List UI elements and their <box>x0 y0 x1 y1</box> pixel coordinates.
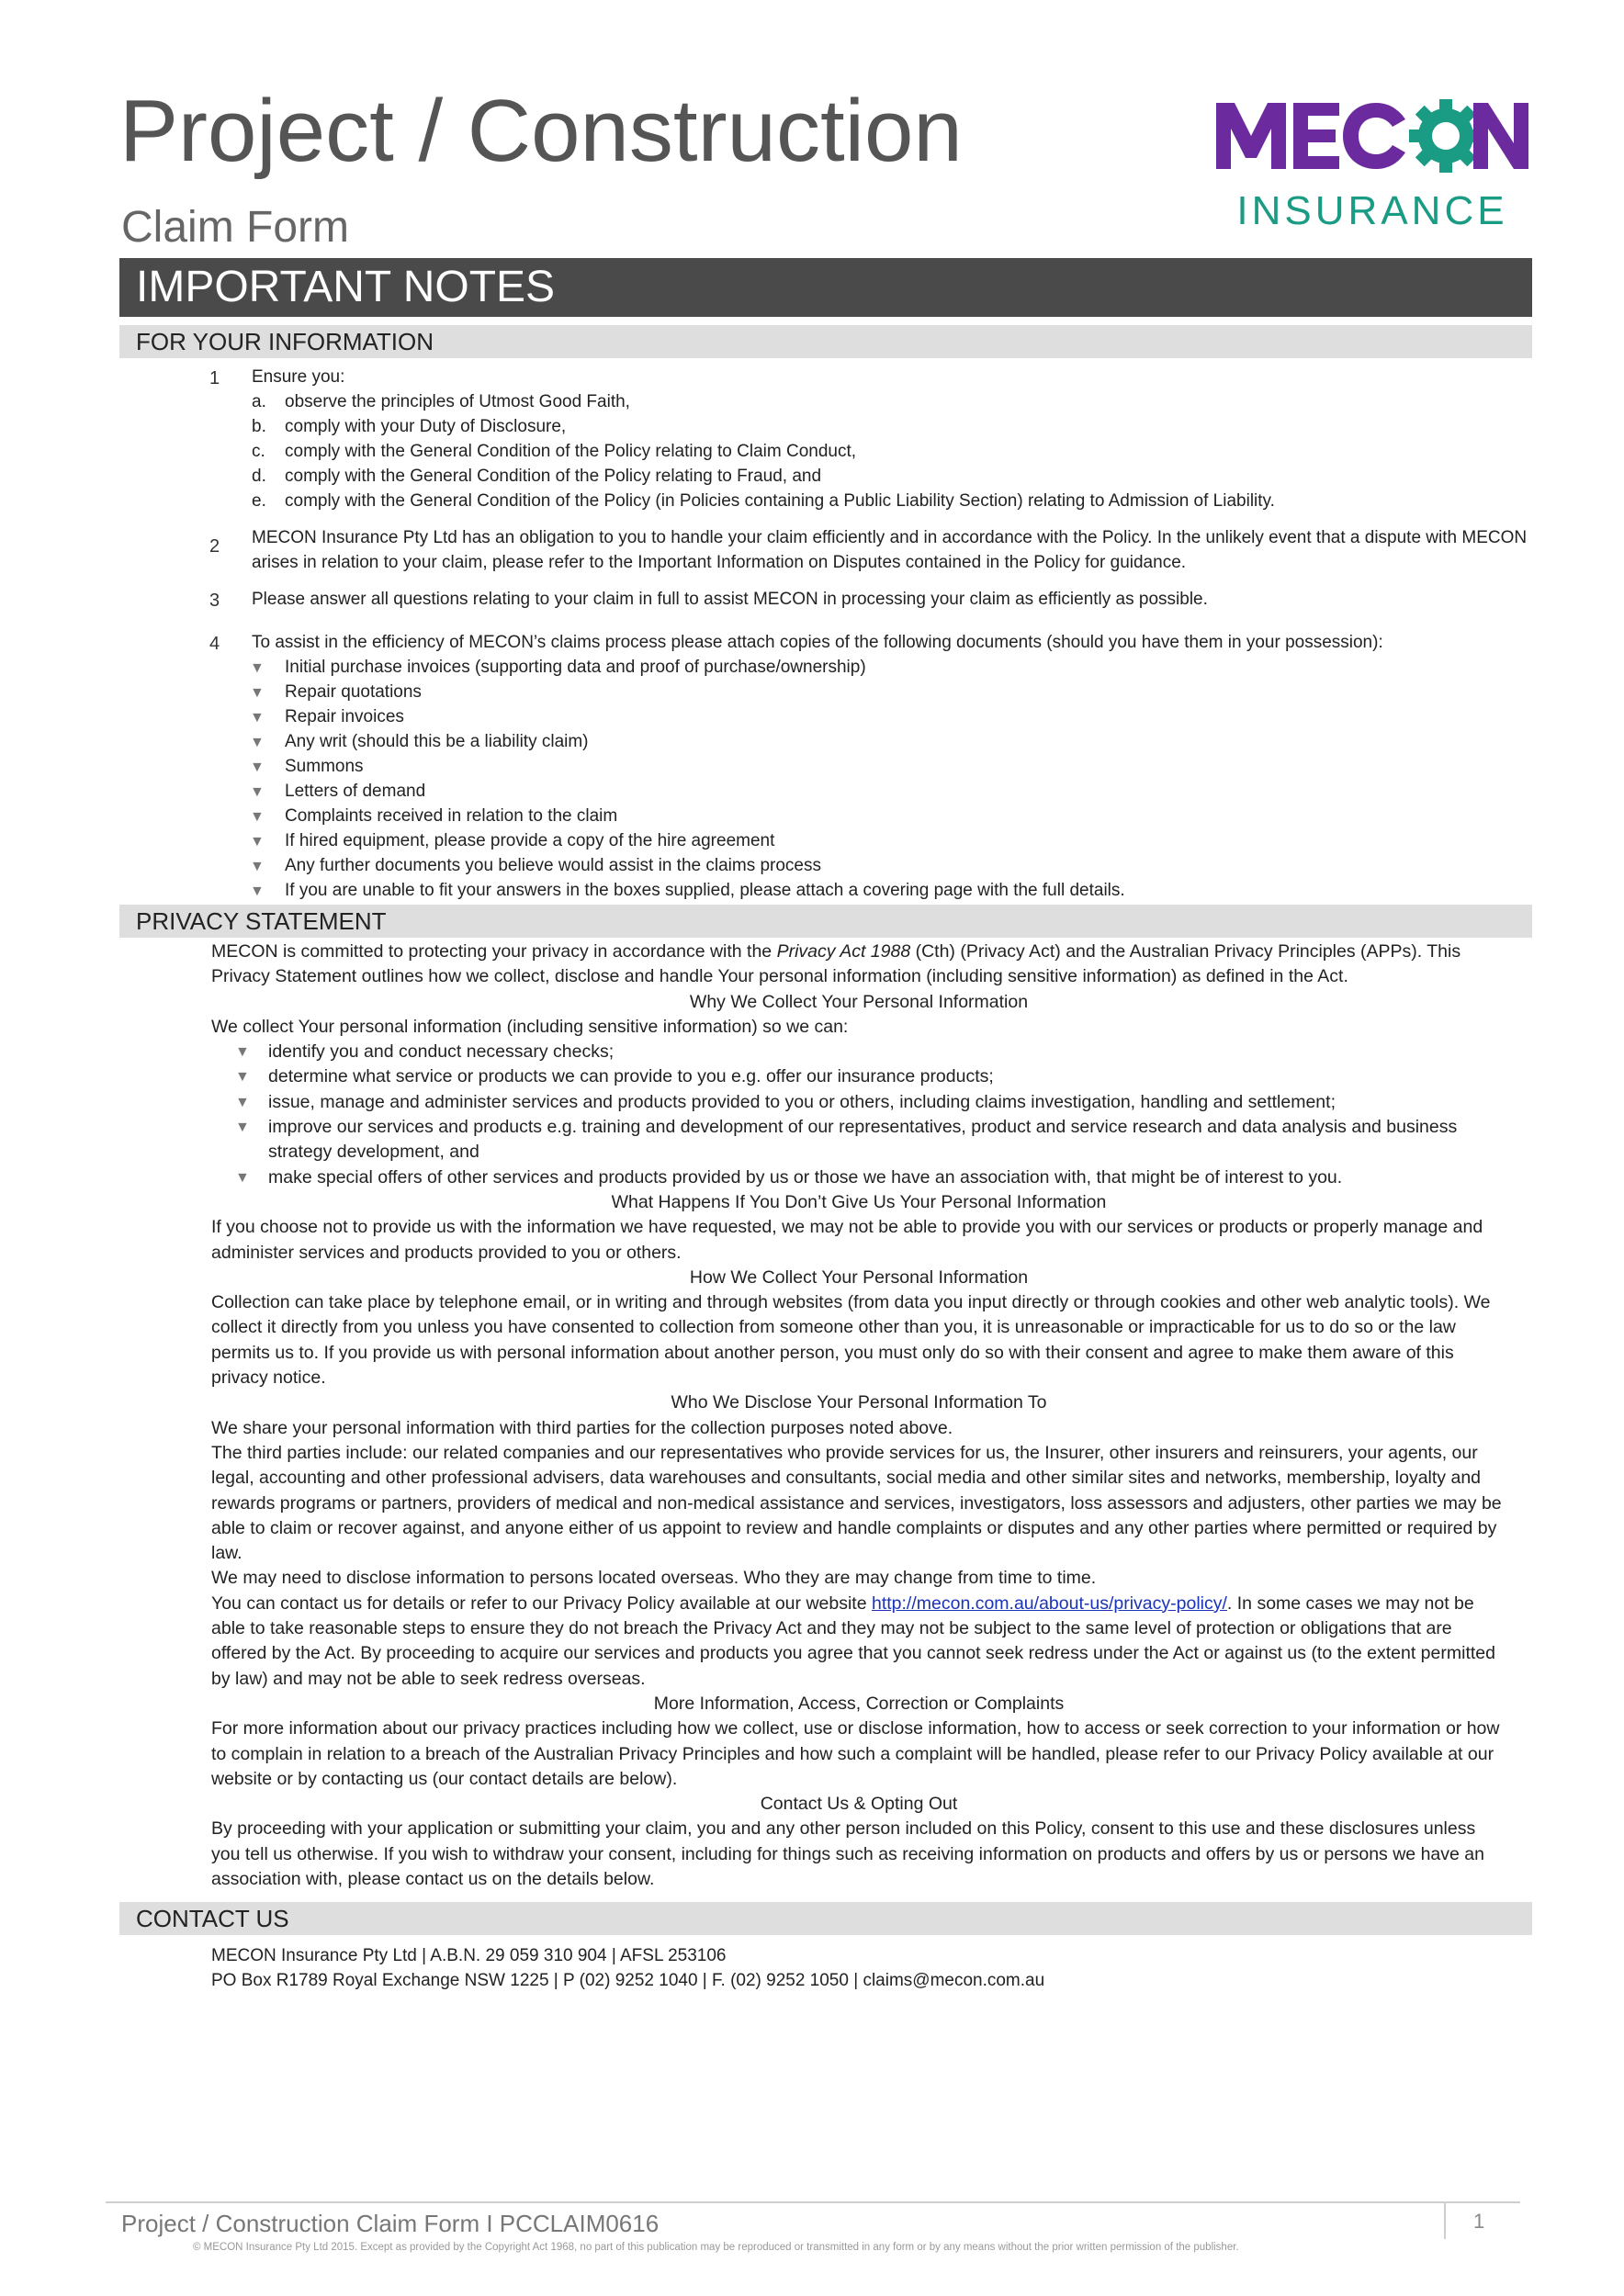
paragraph: We share your personal information with third parties for the collection purposes noted above. <box>211 1417 953 1438</box>
bullet-triangle-icon: ▼ <box>250 710 265 726</box>
item-number: 1 <box>209 368 220 388</box>
bullet-triangle-icon: ▼ <box>250 660 265 676</box>
page-title: Project / Construction <box>119 82 963 180</box>
subitem-text: comply with your Duty of Disclosure, <box>285 417 567 436</box>
list-item: ▼ issue, manage and administer services and products provided to you or others, including claims investigation, handling and settlement; <box>211 1090 1506 1115</box>
item2-line1: MECON Insurance Pty Ltd has an obligation to you to handle your claim efficiently and in accordance with the Policy. In the unlikely event that a dispute with MECON <box>252 528 1528 547</box>
list-item: ▼ make special offers of other services and products provided by us or those we have an association with, that might be of interest to you. <box>211 1165 1506 1190</box>
section-subheading: Contact Us & Opting Out <box>760 1794 958 1815</box>
list-item: ▼ Repair quotations <box>250 680 1125 704</box>
item2-line2: arises in relation to your claim, please refer to the Important Information on Disputes contained in the Policy for guidance. <box>252 553 1187 572</box>
bullet-triangle-icon: ▼ <box>250 685 265 701</box>
bullet-triangle-icon: ▼ <box>250 809 265 825</box>
copyright-notice: © MECON Insurance Pty Ltd 2015. Except as provided by the Copyright Act 1968, no part of this publication may be reproduced or transmitted in any form or by any means without the prior written permission of the publisher. <box>193 2242 1239 2253</box>
paragraph: For more information about our privacy practices including how we collect, use or disclose information, how to access or seek correction to your information or how to complain in relation to a breach of the Australian Privacy Principles and how such a complaint will be handled, please refer to our Privacy Policy available at our website or by contacting us (our contact details are below). <box>211 1718 1500 1789</box>
documents-list <box>250 655 1125 903</box>
section-subheading: Why We Collect Your Personal Information <box>689 991 1029 1012</box>
item-number: 4 <box>209 634 220 654</box>
contact-us-header: CONTACT US <box>119 1902 1532 1935</box>
paragraph: By proceeding with your application or submitting your claim, you and any other person included on this Policy, consent to this use and these disclosures unless you tell us otherwise. If you wish to withdraw your consent, including for things such as receiving information on products and offers by us or persons we have an association with, please contact us on the details below. <box>211 1818 1484 1889</box>
list-item: ▼ improve our services and products e.g. training and development of our representatives, product and service research and data analysis and business strategy development, and <box>211 1115 1506 1165</box>
list-item: ▼ determine what service or products we can provide to you e.g. offer our insurance products; <box>211 1064 1506 1089</box>
paragraph: The third parties include: our related companies and our representatives who provide services for us, the Insurer, other insurers and reinsurers, your agents, our legal, accounting and other professional advisers, data warehouses and consultants, social media and other similar sites and networks, membership, loyalty and rewards programs or partners, providers of medical and non-medical assistance and services, investigators, loss assessors and adjusters, other parties we may be able to claim or recover against, and anyone either of us appoint to review and handle complaints or disputes and any other parties where permitted or required by law. <box>211 1442 1502 1564</box>
list-item: ▼ If you are unable to fit your answers in the boxes supplied, please attach a covering page with the full details. <box>250 878 1125 903</box>
bullet-triangle-icon: ▼ <box>235 1069 250 1086</box>
list-item: ▼ Any further documents you believe would assist in the claims process <box>250 853 1125 878</box>
subitem-letter: c. <box>252 442 265 461</box>
bullet-triangle-icon: ▼ <box>235 1120 250 1136</box>
item1-intro: Ensure you: <box>252 367 345 387</box>
subitem-text: comply with the General Condition of the Policy (in Policies containing a Public Liability Section) relating to Admission of Liability. <box>285 491 1275 511</box>
subitem-letter: d. <box>252 467 266 486</box>
item-number: 2 <box>209 536 220 557</box>
list-item: ▼ Summons <box>250 754 1125 779</box>
mecon-logo <box>1214 96 1530 233</box>
subitem-text: observe the principles of Utmost Good Faith, <box>285 392 630 411</box>
logo-insurance-text: INSURANCE <box>1236 188 1508 233</box>
paragraph: If you choose not to provide us with the information we have requested, we may not be able to provide you with our services or products or properly manage and administer services and products provided to you or others. <box>211 1217 1483 1263</box>
bullet-triangle-icon: ▼ <box>235 1094 250 1110</box>
bullet-triangle-icon: ▼ <box>250 884 265 899</box>
list-item: ▼ Any writ (should this be a liability claim) <box>250 729 1125 754</box>
important-notes-header: IMPORTANT NOTES <box>119 258 1532 317</box>
bullet-triangle-icon: ▼ <box>250 760 265 775</box>
list-item: ▼ Letters of demand <box>250 779 1125 804</box>
bullet-triangle-icon: ▼ <box>250 834 265 850</box>
logo-letter-m <box>1216 103 1286 169</box>
privacy-body <box>211 940 1506 1892</box>
list-item: ▼ identify you and conduct necessary checks; <box>211 1040 1506 1064</box>
logo-letter-c <box>1343 103 1405 169</box>
section-subheading: More Information, Access, Correction or Complaints <box>653 1693 1065 1714</box>
subitem-letter: b. <box>252 417 266 436</box>
item3-text: Please answer all questions relating to your claim in full to assist MECON in processing your claim as efficiently as possible. <box>252 590 1208 609</box>
list-item: ▼ Repair invoices <box>250 704 1125 729</box>
bullet-triangle-icon: ▼ <box>235 1044 250 1061</box>
privacy-policy-link[interactable]: http://mecon.com.au/about-us/privacy-policy/ <box>871 1593 1227 1614</box>
page-subtitle: Claim Form <box>121 203 349 252</box>
gear-icon <box>1409 99 1483 173</box>
footer-separator <box>1444 2202 1446 2239</box>
subitem-letter: a. <box>252 392 266 411</box>
contact-line-address: PO Box R1789 Royal Exchange NSW 1225 | P (02) 9252 1040 | F. (02) 9252 1050 | claims@mecon.com.au <box>211 1971 1045 1990</box>
paragraph: You can contact us for details or refer to our Privacy Policy available at our website http://mecon.com.au/about-us/privacy-policy/. In some cases we may not be able to take reasonable steps to ensure they do not breach the Privacy Act and they may not be subject to the same level of protection or obligations that are offered by the Act. By proceeding to acquire our services and products you agree that you cannot seek redress under the Act or against us (to the extent permitted by law) and may not be able to seek redress overseas. <box>211 1593 1495 1689</box>
footer-title: Project / Construction Claim Form I PCCLAIM0616 <box>121 2210 660 2237</box>
contact-line-company: MECON Insurance Pty Ltd | A.B.N. 29 059 310 904 | AFSL 253106 <box>211 1946 727 1965</box>
list-item: ▼ Initial purchase invoices (supporting data and proof of purchase/ownership) <box>250 655 1125 680</box>
page-number: 1 <box>1473 2210 1485 2233</box>
bullet-triangle-icon: ▼ <box>235 1169 250 1186</box>
privacy-statement-header: PRIVACY STATEMENT <box>119 905 1532 938</box>
item4-intro: To assist in the efficiency of MECON’s claims process please attach copies of the following documents (should you have them in your possession): <box>252 633 1383 652</box>
footer-divider <box>106 2201 1520 2203</box>
list-item: ▼ If hired equipment, please provide a copy of the hire agreement <box>250 828 1125 853</box>
for-your-information-header: FOR YOUR INFORMATION <box>119 325 1532 358</box>
bullet-triangle-icon: ▼ <box>250 784 265 800</box>
section-subheading: Who We Disclose Your Personal Information To <box>671 1392 1047 1413</box>
list-item: ▼ Complaints received in relation to the claim <box>250 804 1125 828</box>
item-number: 3 <box>209 591 220 611</box>
logo-letter-e <box>1293 103 1339 169</box>
bullet-triangle-icon: ▼ <box>250 735 265 750</box>
paragraph: We may need to disclose information to persons located overseas. Who they are may change from time to time. <box>211 1568 1097 1589</box>
subitem-letter: e. <box>252 491 266 511</box>
section-subheading: What Happens If You Don’t Give Us Your Personal Information <box>611 1191 1107 1212</box>
subitem-text: comply with the General Condition of the Policy relating to Claim Conduct, <box>285 442 857 461</box>
section-subheading: How We Collect Your Personal Information <box>689 1266 1029 1288</box>
logo-letter-n <box>1473 103 1528 169</box>
privacy-intro: MECON is committed to protecting your privacy in accordance with the Privacy Act 1988 (Cth) (Privacy Act) and the Australian Privacy Principles (APPs). This Privacy Statement outlines how we collect, disclose and handle Your personal information (including sensitive information) as defined in the Act. <box>211 941 1461 987</box>
paragraph: We collect Your personal information (including sensitive information) so we can: <box>211 1016 849 1037</box>
paragraph: Collection can take place by telephone email, or in writing and through websites (from data you input directly or through cookies and other web analytic tools). We collect it directly from you unless you have consented to collection from someone other than you, it is unreasonable or impracticable for us to do so or the law permits us to. If you provide us with personal information about another person, you must only do so with their consent and agree to make them aware of this privacy notice. <box>211 1292 1491 1389</box>
subitem-text: comply with the General Condition of the Policy relating to Fraud, and <box>285 467 822 486</box>
bullet-triangle-icon: ▼ <box>250 859 265 874</box>
